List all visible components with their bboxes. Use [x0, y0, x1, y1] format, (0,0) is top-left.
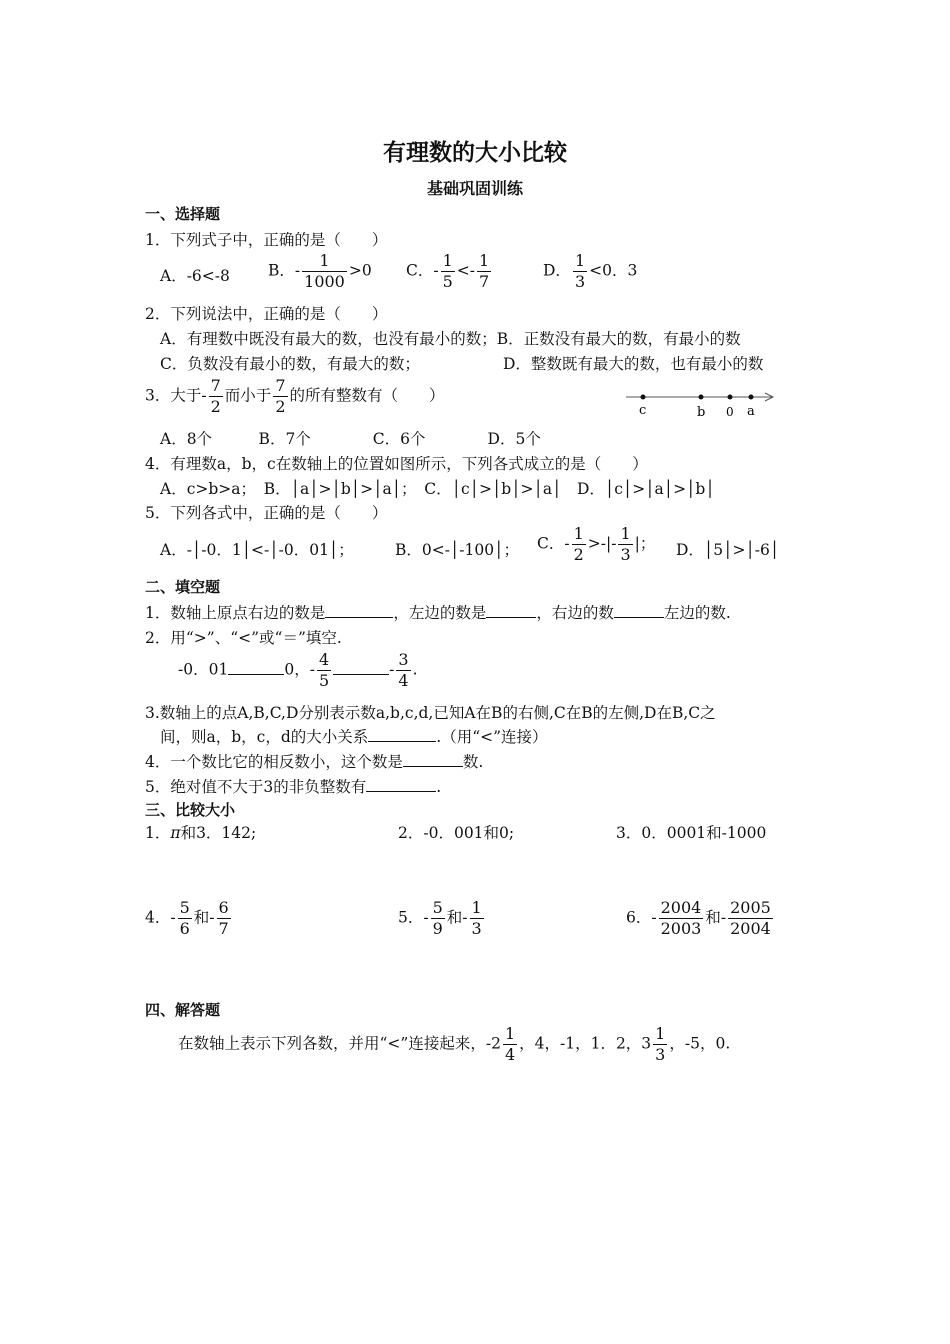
denominator: 3 — [471, 919, 482, 938]
fill-q1-text-2: ，左边的数是 — [393, 604, 487, 622]
compare-q1 — [145, 821, 256, 843]
denominator: 6 — [179, 919, 190, 938]
compare-q4 — [145, 898, 233, 939]
q5-option-a: A．-│-0．1│<-│-0．01│； — [160, 541, 354, 559]
fill-q1-blank-2[interactable] — [486, 603, 536, 618]
denominator: 2 — [573, 545, 584, 564]
q5-c-prefix: C．- — [537, 534, 570, 553]
q1-c-prefix: C．- — [406, 261, 439, 280]
page-title: 有理数的大小比较 — [383, 140, 567, 166]
compare-q1-suffix: 和3．142; — [180, 824, 257, 842]
q1-stem: 1．下列式子中，正确的是（ ） — [145, 231, 388, 249]
q1-c-fraction-1 — [441, 251, 455, 292]
numerator: 1 — [471, 898, 482, 917]
fill-q2-blank-1[interactable] — [228, 660, 284, 675]
q1-option-d — [543, 251, 637, 292]
denominator: 7 — [218, 919, 229, 938]
fill-q5-text-2: . — [436, 778, 442, 796]
answer-text-2: ，4，-1，1．2，3 — [519, 1034, 652, 1053]
q3-fraction-2 — [273, 376, 287, 417]
fill-q2-fraction-1 — [317, 650, 331, 691]
number-line-diagram — [622, 386, 782, 420]
compare-q5-fraction-2 — [470, 898, 484, 939]
denominator: 1000 — [304, 272, 345, 291]
q5-option-d: D．│5│>│-6│ — [676, 541, 780, 559]
numerator: 5 — [179, 898, 190, 917]
fill-q2-fraction-2 — [396, 650, 410, 691]
fill-q5-text-1: 5．绝对值不大于3的非负整数有 — [145, 778, 367, 796]
numerator: 4 — [318, 650, 330, 669]
compare-q6-fraction-1 — [659, 898, 704, 939]
fill-q4 — [145, 750, 483, 772]
denominator: 4 — [398, 671, 409, 690]
q3-suffix: 的所有整数有（ ） — [289, 386, 445, 405]
label-a: a — [747, 404, 755, 419]
label-c: c — [639, 403, 647, 418]
fill-q1-text-3: ，右边的数 — [536, 604, 614, 622]
fill-q3-text-1: 间，则a，b，c，d的大小关系 — [160, 728, 369, 746]
q5-c-mid: >-|- — [587, 534, 617, 553]
q1-c-fraction-2 — [477, 251, 491, 292]
q5-stem: 5．下列各式中，正确的是（ ） — [145, 504, 388, 522]
q1-b-suffix: >0 — [348, 261, 372, 280]
numerator: 1 — [479, 251, 490, 270]
denominator: 2003 — [660, 919, 702, 938]
page-subtitle: 基础巩固训练 — [426, 179, 523, 198]
fill-q2-text-3: - — [389, 660, 395, 679]
q1-b-prefix: B．- — [268, 261, 301, 280]
numerator: 1 — [573, 524, 584, 543]
compare-q5-fraction-1 — [431, 898, 445, 939]
fill-q5-blank[interactable] — [366, 777, 436, 792]
denominator: 9 — [432, 919, 443, 938]
denominator: 2 — [210, 397, 221, 416]
numerator: 1 — [504, 1024, 516, 1043]
fill-q1 — [145, 601, 731, 623]
point-a — [749, 395, 754, 400]
fill-q2-body — [178, 650, 418, 691]
numerator: 1 — [655, 1024, 666, 1043]
denominator: 3 — [574, 272, 586, 291]
denominator: 2004 — [730, 919, 771, 938]
q5-c-fraction-1 — [572, 524, 586, 565]
numerator: 7 — [210, 376, 221, 395]
fill-q1-text-4: 左边的数. — [663, 604, 731, 622]
compare-q6 — [626, 898, 775, 939]
fill-q3-text-2: .（用“<”连接） — [436, 728, 548, 746]
q5-c-suffix: |； — [634, 534, 656, 553]
point-b — [699, 395, 704, 400]
denominator: 5 — [442, 272, 453, 291]
denominator: 4 — [504, 1045, 516, 1064]
point-origin — [728, 395, 733, 400]
q1-option-a: A．-6<-8 — [160, 267, 230, 285]
fill-q2-end: . — [412, 660, 418, 679]
q1-d-prefix: D． — [543, 261, 571, 280]
denominator: 7 — [479, 272, 490, 291]
compare-q4-mid: 和- — [193, 908, 215, 927]
fill-q2-text-2: 0，- — [284, 660, 315, 679]
compare-q4-fraction-1 — [178, 898, 192, 939]
answer-fraction-2 — [653, 1024, 667, 1065]
compare-q3: 3．0．0001和-1000 — [616, 824, 767, 842]
numerator: 1 — [319, 251, 330, 270]
fill-q2-text-1: -0．01 — [178, 660, 229, 679]
numerator: 1 — [620, 524, 631, 543]
q2-option-c: C．负数没有最小的数，有最大的数； — [160, 355, 420, 373]
section-compare-heading: 三、比较大小 — [145, 801, 236, 819]
compare-q6-fraction-2 — [728, 898, 773, 939]
numerator: 7 — [275, 376, 286, 395]
compare-q5-prefix: 5．- — [398, 908, 429, 927]
section-choice-heading: 一、选择题 — [145, 205, 221, 223]
q2-option-d: D．整数既有最大的数，也有最小的数 — [503, 355, 764, 373]
fill-q4-text-2: 数. — [462, 753, 484, 771]
fill-q1-blank-3[interactable] — [614, 603, 664, 618]
compare-q6-prefix: 6．- — [626, 908, 657, 927]
q5-c-fraction-2 — [618, 524, 632, 565]
compare-q6-mid: 和- — [705, 908, 727, 927]
fill-q3-line-2 — [160, 725, 548, 747]
q4-stem: 4．有理数a，b，c在数轴上的位置如图所示，下列各式成立的是（ ） — [145, 455, 648, 473]
q5-option-c — [537, 524, 655, 565]
q3-prefix: 3．大于- — [145, 386, 207, 405]
compare-q5-mid: 和- — [446, 908, 468, 927]
q5-option-b: B．0<-│-100│； — [395, 541, 519, 559]
numerator: 1 — [574, 251, 586, 270]
section-answer-heading: 四、解答题 — [145, 1001, 221, 1019]
q2-options-ab: A．有理数中既没有最大的数，也没有最小的数；B．正数没有最大的数，有最小的数 — [160, 330, 741, 348]
q4-options: A．c>b>a； B．│a│>│b│>│a│； C．│c│>│b│>│a│ D．│c│>│a│>│b│ — [160, 480, 715, 498]
section-fill-heading: 二、填空题 — [145, 578, 221, 596]
compare-q5 — [398, 898, 486, 939]
fill-q5 — [145, 775, 441, 797]
fill-q3-line-1: 3.数轴上的点A,B,C,D分别表示数a,b,c,d,已知A在B的右侧,C在B的左侧,D在B,C之 — [145, 704, 716, 722]
compare-q4-prefix: 4．- — [145, 908, 176, 927]
q3-stem — [145, 376, 445, 417]
answer-fraction-1 — [503, 1024, 517, 1065]
answer-question — [178, 1024, 730, 1065]
denominator: 3 — [620, 545, 631, 564]
denominator: 5 — [318, 671, 330, 690]
compare-q1-prefix: 1． — [145, 824, 171, 842]
denominator: 3 — [655, 1045, 666, 1064]
q1-b-fraction — [302, 251, 347, 292]
q2-stem: 2．下列说法中，正确的是（ ） — [145, 305, 388, 323]
q1-d-suffix: <0．3 — [589, 261, 638, 280]
numerator: 1 — [442, 251, 453, 270]
point-c — [641, 395, 646, 400]
q3-fraction-1 — [209, 376, 223, 417]
numerator: 5 — [432, 898, 443, 917]
fill-q1-blank-1[interactable] — [325, 603, 393, 618]
numerator: 3 — [398, 650, 409, 669]
fill-q2-blank-2[interactable] — [333, 660, 389, 675]
q1-d-fraction — [573, 251, 587, 292]
answer-text-1: 在数轴上表示下列各数，并用“<”连接起来，-2 — [178, 1034, 501, 1053]
numerator: 2004 — [660, 898, 702, 917]
denominator: 2 — [275, 397, 286, 416]
fill-q4-text-1: 4．一个数比它的相反数小，这个数是 — [145, 753, 403, 771]
pi-symbol: π — [170, 824, 181, 842]
answer-text-3: ，-5，0. — [669, 1034, 731, 1053]
q1-option-c — [406, 251, 493, 292]
q3-mid: 而小于 — [224, 386, 272, 405]
compare-q2: 2．-0．001和0; — [398, 824, 515, 842]
numerator: 6 — [218, 898, 229, 917]
label-b: b — [697, 405, 706, 420]
fill-q3-blank[interactable] — [368, 727, 436, 742]
label-origin: 0 — [726, 405, 734, 419]
q3-options: A．8个 B．7个 C．6个 D．5个 — [160, 430, 541, 448]
q1-option-b — [268, 251, 372, 292]
fill-q2-stem: 2．用“>”、“<”或“＝”填空. — [145, 629, 342, 647]
fill-q4-blank[interactable] — [403, 752, 463, 767]
fill-q1-text-1: 1．数轴上原点右边的数是 — [145, 604, 326, 622]
q1-c-mid: <- — [456, 261, 476, 280]
compare-q4-fraction-2 — [217, 898, 231, 939]
numerator: 2005 — [730, 898, 771, 917]
